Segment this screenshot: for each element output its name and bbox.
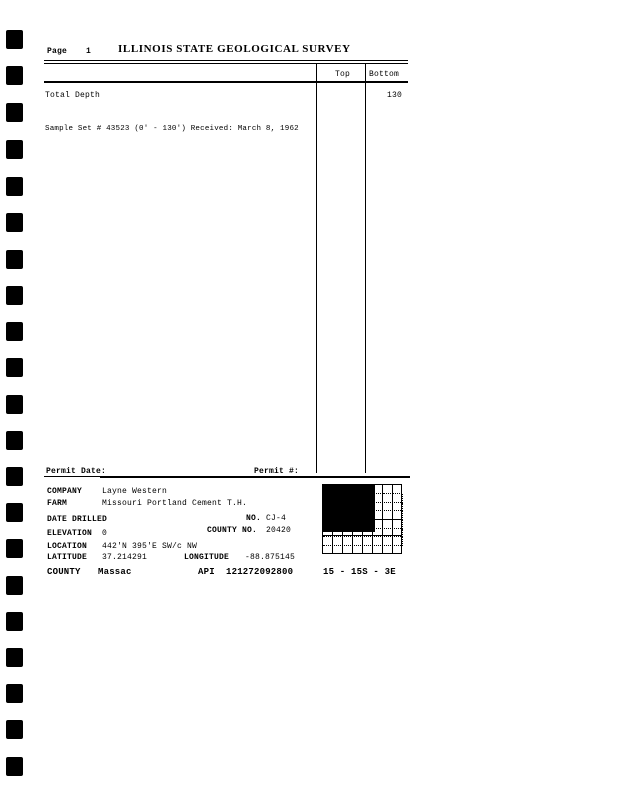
section-location-grid bbox=[322, 484, 402, 554]
binder-hole bbox=[6, 213, 23, 232]
permit-rule-left bbox=[44, 476, 100, 477]
latitude-label: LATITUDE bbox=[47, 553, 88, 562]
log-row-text: Total Depth bbox=[45, 91, 101, 100]
no-label: NO. bbox=[246, 514, 262, 523]
api-value: 121272092800 bbox=[226, 567, 294, 577]
longitude-label: LONGITUDE bbox=[184, 553, 230, 562]
column-header-rule bbox=[44, 81, 408, 83]
binder-hole bbox=[6, 66, 23, 85]
column-header-top: Top bbox=[335, 70, 351, 79]
county-no-value: 20420 bbox=[266, 526, 292, 535]
log-row-text: Sample Set # 43523 (0' - 130') Received: March 8, 1962 bbox=[45, 125, 299, 133]
binder-hole bbox=[6, 467, 23, 486]
county-label: COUNTY bbox=[47, 567, 81, 577]
binder-hole bbox=[6, 322, 23, 341]
binder-hole bbox=[6, 30, 23, 49]
township-range-value: 15 - 15S - 3E bbox=[323, 567, 396, 577]
farm-value: Missouri Portland Cement T.H. bbox=[102, 499, 248, 508]
binder-hole bbox=[6, 576, 23, 595]
county-no-label: COUNTY NO. bbox=[207, 526, 258, 535]
date-drilled-label: DATE DRILLED bbox=[47, 515, 108, 524]
binder-hole bbox=[6, 539, 23, 558]
binder-hole bbox=[6, 177, 23, 196]
elevation-label: ELEVATION bbox=[47, 529, 93, 538]
document-title: ILLINOIS STATE GEOLOGICAL SURVEY bbox=[118, 43, 351, 55]
page-number: 1 bbox=[86, 47, 92, 56]
binder-hole bbox=[6, 431, 23, 450]
permit-date-label: Permit Date: bbox=[46, 467, 107, 476]
binder-hole bbox=[6, 757, 23, 776]
company-label: COMPANY bbox=[47, 487, 83, 496]
binder-hole bbox=[6, 720, 23, 739]
binder-hole bbox=[6, 358, 23, 377]
section-location-marker bbox=[323, 485, 375, 532]
latitude-value: 37.214291 bbox=[102, 553, 148, 562]
farm-label: FARM bbox=[47, 499, 68, 508]
page-label: Page bbox=[47, 47, 68, 56]
binder-hole bbox=[6, 250, 23, 269]
company-value: Layne Western bbox=[102, 487, 168, 496]
binder-hole bbox=[6, 684, 23, 703]
binder-hole bbox=[6, 395, 23, 414]
location-label: LOCATION bbox=[47, 542, 88, 551]
column-divider-top bbox=[316, 64, 317, 473]
no-value: CJ-4 bbox=[266, 514, 287, 523]
header-rule-top bbox=[44, 60, 408, 61]
binder-hole bbox=[6, 103, 23, 122]
location-value: 442'N 395'E SW/c NW bbox=[102, 542, 198, 551]
column-divider-bottom bbox=[365, 64, 366, 473]
county-value: Massac bbox=[98, 567, 132, 577]
binder-hole bbox=[6, 140, 23, 159]
permit-rule bbox=[100, 476, 410, 478]
permit-number-label: Permit #: bbox=[254, 467, 300, 476]
elevation-value: 0 bbox=[102, 529, 108, 538]
binder-hole bbox=[6, 286, 23, 305]
column-header-bottom: Bottom bbox=[369, 70, 400, 79]
log-row-bottom: 130 bbox=[387, 91, 403, 100]
binder-hole bbox=[6, 612, 23, 631]
header-rule-double bbox=[44, 63, 408, 64]
binder-hole bbox=[6, 648, 23, 667]
api-label: API bbox=[198, 567, 215, 577]
longitude-value: -88.875145 bbox=[245, 553, 296, 562]
page-label-group bbox=[47, 47, 91, 56]
binder-hole bbox=[6, 503, 23, 522]
